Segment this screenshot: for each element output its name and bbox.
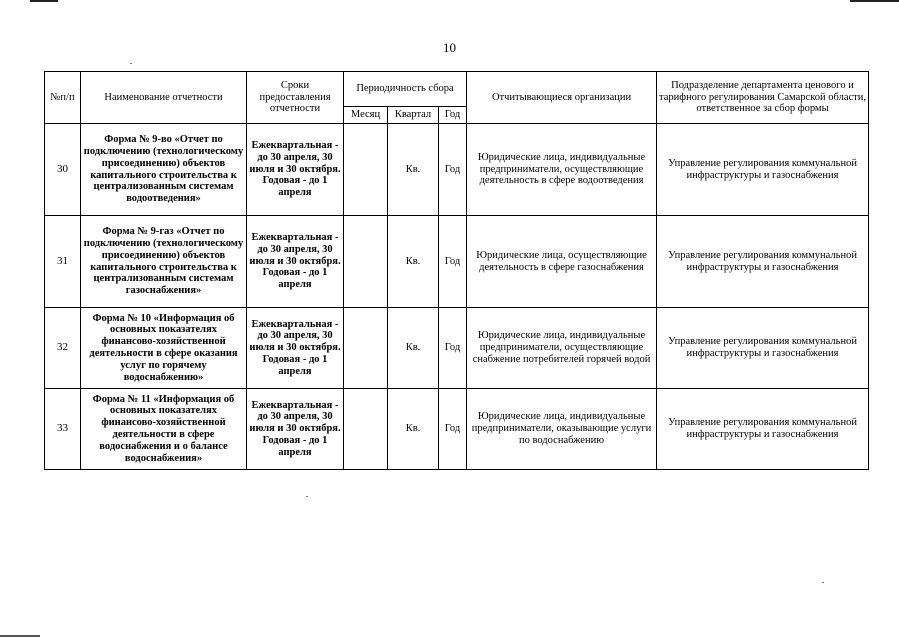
scan-edge-line xyxy=(30,0,58,2)
form-name: Форма № 9-газ «Отчет по подключению (технологическому присоединению) объектов капитального строительства к централизованным системам газоснабжения» xyxy=(81,216,247,308)
month-cell xyxy=(344,124,388,216)
quarter-cell: Кв. xyxy=(388,216,439,308)
reporting-orgs-cell: Юридические лица, осуществляющие деятельность в сфере газоснабжения xyxy=(467,216,657,308)
row-number: 31 xyxy=(45,216,81,308)
month-cell xyxy=(344,216,388,308)
deadlines: Ежеквартальная - до 30 апреля, 30 июля и 30 октября. Годовая - до 1 апреля xyxy=(247,124,344,216)
header-month: Месяц xyxy=(344,107,388,124)
quarter-cell: Кв. xyxy=(388,389,439,470)
reporting-orgs-cell: Юридические лица, индивидуальные предприниматели, осуществляющие снабжение потребителей горячей водой xyxy=(467,308,657,389)
form-name: Форма № 10 «Информация об основных показателях финансово-хозяйственной деятельности в сфере оказания услуг по горячему водоснабжению» xyxy=(81,308,247,389)
deadlines: Ежеквартальная - до 30 апреля, 30 июля и 30 октября. Годовая - до 1 апреля xyxy=(247,216,344,308)
table-header-row xyxy=(45,72,869,107)
header-department: Подразделение департамента ценового и тарифного регулирования Самарской области, ответственное за сбор формы xyxy=(657,72,869,124)
row-number: 32 xyxy=(45,308,81,389)
year-cell: Год xyxy=(439,216,467,308)
table-row xyxy=(45,124,869,216)
header-year: Год xyxy=(439,107,467,124)
header-quarter: Квартал xyxy=(388,107,439,124)
department-cell: Управление регулирования коммунальной инфраструктуры и газоснабжения xyxy=(657,308,869,389)
scan-edge-line xyxy=(0,635,40,637)
year-cell: Год xyxy=(439,124,467,216)
header-name: Наименование отчетности xyxy=(81,72,247,124)
deadlines: Ежеквартальная - до 30 апреля, 30 июля и 30 октября. Годовая - до 1 апреля xyxy=(247,308,344,389)
department-cell: Управление регулирования коммунальной инфраструктуры и газоснабжения xyxy=(657,216,869,308)
month-cell xyxy=(344,308,388,389)
quarter-cell: Кв. xyxy=(388,308,439,389)
header-num: №п/п xyxy=(45,72,81,124)
form-name: Форма № 11 «Информация об основных показателях финансово-хозяйственной деятельности в сфере водоснабжения и о балансе водоснабжения» xyxy=(81,389,247,470)
scan-speck xyxy=(306,496,308,497)
page-number: 10 xyxy=(443,40,456,55)
quarter-cell: Кв. xyxy=(388,124,439,216)
deadlines: Ежеквартальная - до 30 апреля, 30 июля и 30 октября. Годовая - до 1 апреля xyxy=(247,389,344,470)
header-periodicity: Периодичность сбора xyxy=(344,72,467,107)
month-cell xyxy=(344,389,388,470)
table-row xyxy=(45,389,869,470)
header-reporting-orgs: Отчитывающиеся организации xyxy=(467,72,657,124)
form-name: Форма № 9-во «Отчет по подключению (технологическому присоединению) объектов капитального строительства к централизованным системам водоотведения» xyxy=(81,124,247,216)
scan-edge-line xyxy=(850,0,899,2)
scan-speck xyxy=(130,63,132,64)
department-cell: Управление регулирования коммунальной инфраструктуры и газоснабжения xyxy=(657,389,869,470)
year-cell: Год xyxy=(439,389,467,470)
scan-speck xyxy=(822,582,824,583)
year-cell: Год xyxy=(439,308,467,389)
table-row xyxy=(45,216,869,308)
row-number: 30 xyxy=(45,124,81,216)
header-deadlines: Сроки предоставления отчетности xyxy=(247,72,344,124)
row-number: 33 xyxy=(45,389,81,470)
reporting-orgs-cell: Юридические лица, индивидуальные предприниматели, оказывающие услуги по водоснабжению xyxy=(467,389,657,470)
reporting-forms-table xyxy=(44,71,869,470)
table-row xyxy=(45,308,869,389)
department-cell: Управление регулирования коммунальной инфраструктуры и газоснабжения xyxy=(657,124,869,216)
reporting-orgs-cell: Юридические лица, индивидуальные предприниматели, осуществляющие деятельность в сфере водоотведения xyxy=(467,124,657,216)
